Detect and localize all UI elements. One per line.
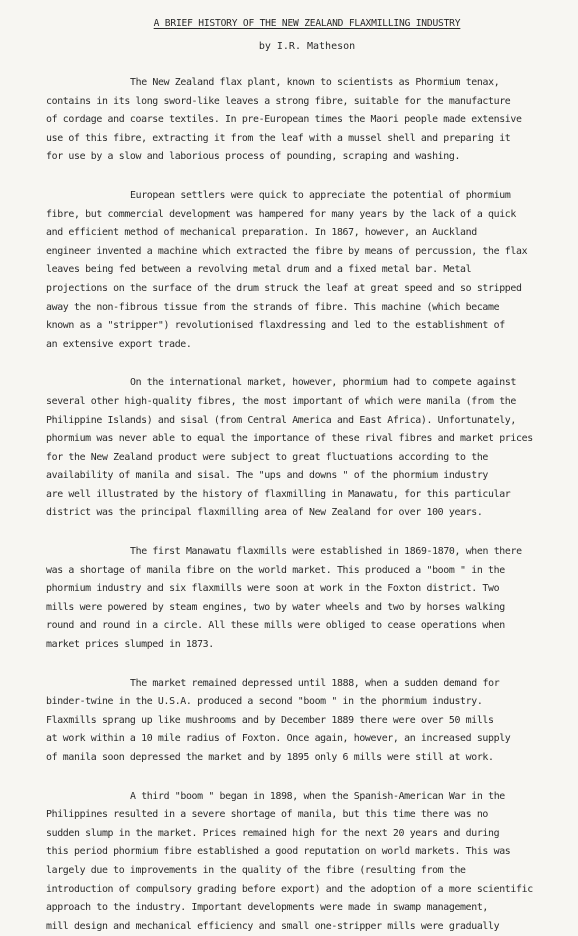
text-line: for use by a slow and laborious process of pounding, scraping and washing.: [46, 151, 461, 163]
text-line: projections on the surface of the drum struck the leaf at great speed and so stripped: [46, 282, 522, 294]
text-line: phormium industry and six flaxmills were soon at work in the Foxton district. Two: [46, 583, 500, 595]
text-line: was a shortage of manila fibre on the world market. This produced a "boom " in the: [46, 564, 505, 576]
text-line: several other high-quality fibres, the most important of which were manila (from the: [46, 395, 517, 407]
text-line: market prices slumped in 1873.: [46, 639, 214, 651]
text-line: contains in its long sword-like leaves a strong fibre, suitable for the manufacture: [46, 95, 511, 107]
text-line: On the international market, however, phormium had to compete against: [130, 377, 517, 389]
paragraph: [46, 74, 568, 167]
paragraph: [46, 675, 568, 768]
text-line: engineer invented a machine which extracted the fibre by means of percussion, the flax: [46, 245, 528, 257]
text-line: The first Manawatu flaxmills were established in 1869-1870, when there: [130, 546, 522, 558]
text-line: mill design and mechanical efficiency and small one-stripper mills were gradually: [46, 920, 500, 932]
text-line: are well illustrated by the history of flaxmilling in Manawatu, for this particular: [46, 488, 511, 500]
text-line: of cordage and coarse textiles. In pre-European times the Maori people made extensive: [46, 114, 522, 126]
text-line: phormium was never able to equal the importance of these rival fibres and market prices: [46, 433, 533, 445]
text-line: sudden slump in the market. Prices remained high for the next 20 years and during: [46, 827, 500, 839]
text-line: binder-twine in the U.S.A. produced a second "boom " in the phormium industry.: [46, 696, 483, 708]
text-line: A third "boom " began in 1898, when the Spanish-American War in the: [130, 790, 505, 802]
document-body: [46, 74, 568, 936]
text-line: Philippine Islands) and sisal (from Central America and East Africa). Unfortunately,: [46, 414, 517, 426]
text-line: of manila soon depressed the market and by 1895 only 6 mills were still at work.: [46, 752, 494, 763]
text-line: district was the principal flaxmilling area of New Zealand for over 100 years.: [46, 507, 483, 519]
text-line: round and round in a circle. All these mills were obliged to cease operations when: [46, 620, 505, 632]
text-line: this period phormium fibre established a good reputation on world markets. This was: [46, 846, 511, 858]
paragraph: [46, 788, 568, 936]
text-line: leaves being fed between a revolving metal drum and a fixed metal bar. Metal: [46, 264, 472, 276]
text-line: use of this fibre, extracting it from the leaf with a mussel shell and preparing it: [46, 132, 511, 144]
document-title: A BRIEF HISTORY OF THE NEW ZEALAND FLAXMILLING INDUSTRY: [153, 18, 461, 29]
text-line: The market remained depressed until 1888, when a sudden demand for: [130, 677, 500, 689]
text-line: The New Zealand flax plant, known to scientists as Phormium tenax,: [130, 77, 500, 88]
text-line: for the New Zealand product were subject to great fluctuations according to the: [46, 451, 489, 463]
text-line: at work within a 10 mile radius of Foxton. Once again, however, an increased supply: [46, 733, 511, 745]
text-line: and efficient method of mechanical preparation. In 1867, however, an Auckland: [46, 227, 477, 239]
text-line: mills were powered by steam engines, two by water wheels and two by horses walking: [46, 601, 505, 613]
text-line: Flaxmills sprang up like mushrooms and by December 1889 there were over 50 mills: [46, 714, 494, 726]
text-line: European settlers were quick to appreciate the potential of phormium: [130, 189, 511, 201]
text-line: introduction of compulsory grading before export) and the adoption of a more scientific: [46, 883, 533, 895]
text-line: an extensive export trade.: [46, 338, 192, 350]
text-line: known as a "stripper") revolutionised flaxdressing and led to the establishment of: [46, 320, 505, 332]
text-line: Philippines resulted in a severe shortage of manila, but this time there was no: [46, 809, 489, 821]
paragraph: [46, 374, 568, 523]
text-line: availability of manila and sisal. The "ups and downs " of the phormium industry: [46, 470, 489, 482]
text-line: away the non-fibrous tissue from the strands of fibre. This machine (which became: [46, 301, 500, 313]
text-line: largely due to improvements in the quality of the fibre (resulting from the: [46, 864, 466, 876]
author-byline: by I.R. Matheson: [258, 41, 356, 52]
text-line: approach to the industry. Important developments were made in swamp management,: [46, 902, 489, 914]
paragraph: [46, 187, 568, 354]
paragraph: [46, 543, 568, 655]
text-line: fibre, but commercial development was hampered for many years by the lack of a quick: [46, 208, 517, 220]
